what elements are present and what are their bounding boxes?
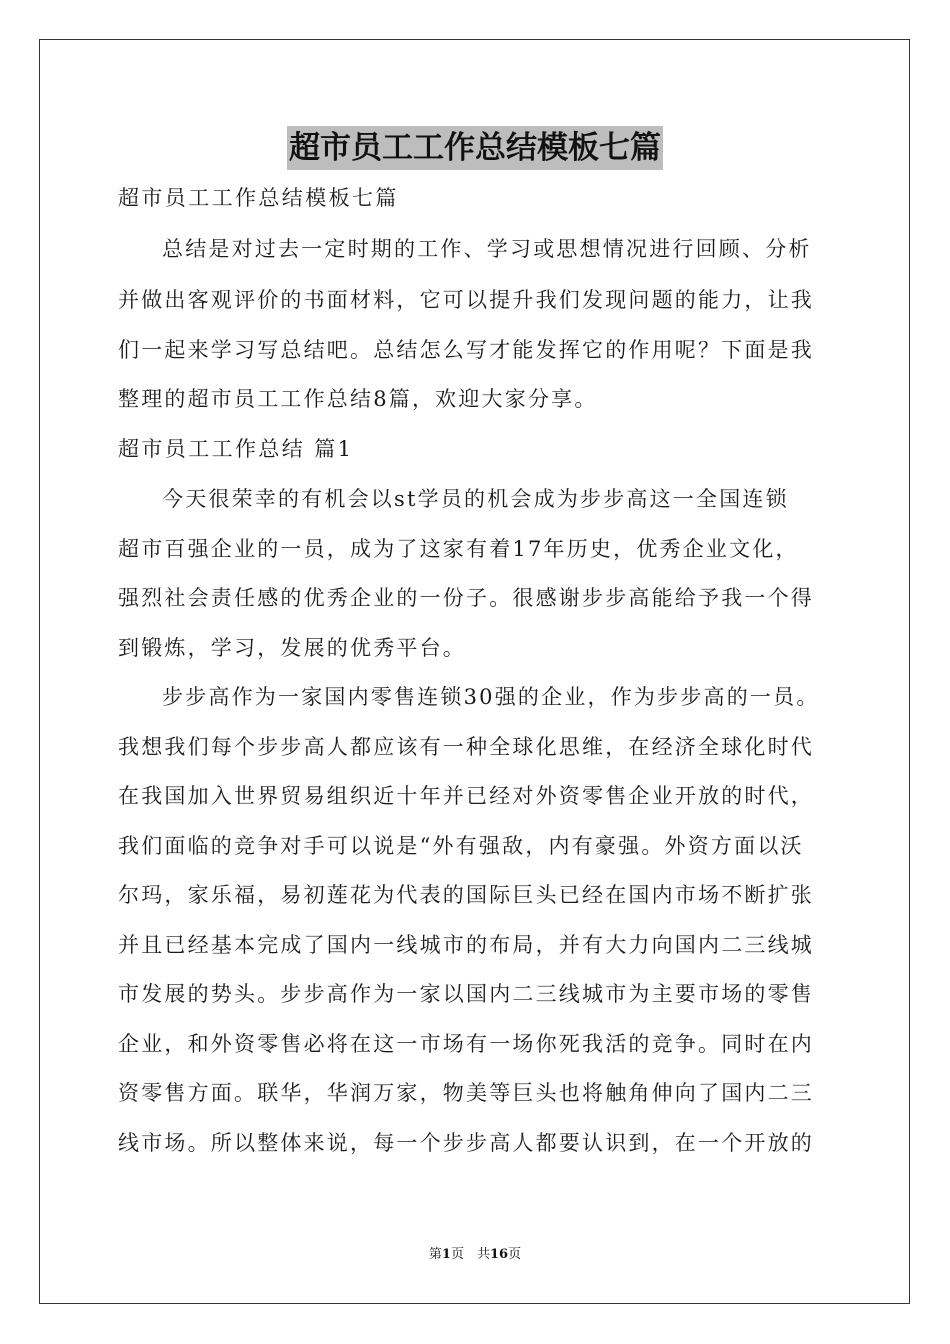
paragraph-line: 企业，和外资零售必将在这一市场有一场你死我活的竞争。同时在内: [118, 1032, 814, 1056]
paragraph-line: 步步高作为一家国内零售连锁30强的企业，作为步步高的一员。: [162, 685, 820, 709]
current-page-number: 1: [441, 1247, 451, 1262]
intro-line: 整理的超市员工工作总结8篇，欢迎大家分享。: [118, 387, 598, 411]
paragraph-line: 今天很荣幸的有机会以st学员的机会成为步步高这一全国连锁: [162, 487, 789, 511]
total-page-count: 16: [489, 1247, 509, 1262]
page-label-suffix: 页: [508, 1247, 522, 1262]
paragraph-line: 并且已经基本完成了国内一线城市的布局，并有大力向国内二三线城: [118, 933, 814, 957]
document-subtitle: 超市员工工作总结模板七篇: [118, 186, 399, 210]
paragraph-line: 线市场。所以整体来说，每一个步步高人都要认识到，在一个开放的: [118, 1131, 814, 1155]
page-footer: [0, 1246, 950, 1264]
paragraph-line: 我们面临的竞争对手可以说是“外有强敌，内有豪强。外资方面以沃: [118, 834, 804, 858]
paragraph-line: 超市百强企业的一员，成为了这家有着17年历史，优秀企业文化，: [118, 537, 799, 561]
paragraph-line: 尔玛，家乐福，易初莲花为代表的国际巨头已经在国内市场不断扩张: [118, 883, 814, 907]
section-heading: 超市员工工作总结 篇1: [118, 437, 354, 461]
paragraph-line: 我想我们每个步步高人都应该有一种全球化思维，在经济全球化时代: [118, 735, 814, 759]
intro-line: 并做出客观评价的书面材料，它可以提升我们发现问题的能力，让我: [118, 288, 814, 312]
intro-line: 们一起来学习写总结吧。总结怎么写才能发挥它的作用呢？下面是我: [118, 338, 814, 362]
intro-line: 总结是对过去一定时期的工作、学习或思想情况进行回顾、分析: [162, 237, 812, 261]
paragraph-line: 市发展的势头。步步高作为一家以国内二三线城市为主要市场的零售: [118, 982, 814, 1006]
page-label-prefix: 第: [428, 1247, 442, 1262]
page-label-mid: 页 共: [450, 1247, 490, 1262]
paragraph-line: 到锻炼，学习，发展的优秀平台。: [118, 636, 466, 660]
page-border: [39, 39, 910, 1304]
paragraph-line: 资零售方面。联华，华润万家，物美等巨头也将触角伸向了国内二三: [118, 1081, 814, 1105]
paragraph-line: 强烈社会责任感的优秀企业的一份子。很感谢步步高能给予我一个得: [118, 586, 814, 610]
title-container: [0, 126, 950, 170]
paragraph-line: 在我国加入世界贸易组织近十年并已经对外资零售企业开放的时代，: [118, 784, 814, 808]
document-title: 超市员工工作总结模板七篇: [287, 126, 663, 170]
